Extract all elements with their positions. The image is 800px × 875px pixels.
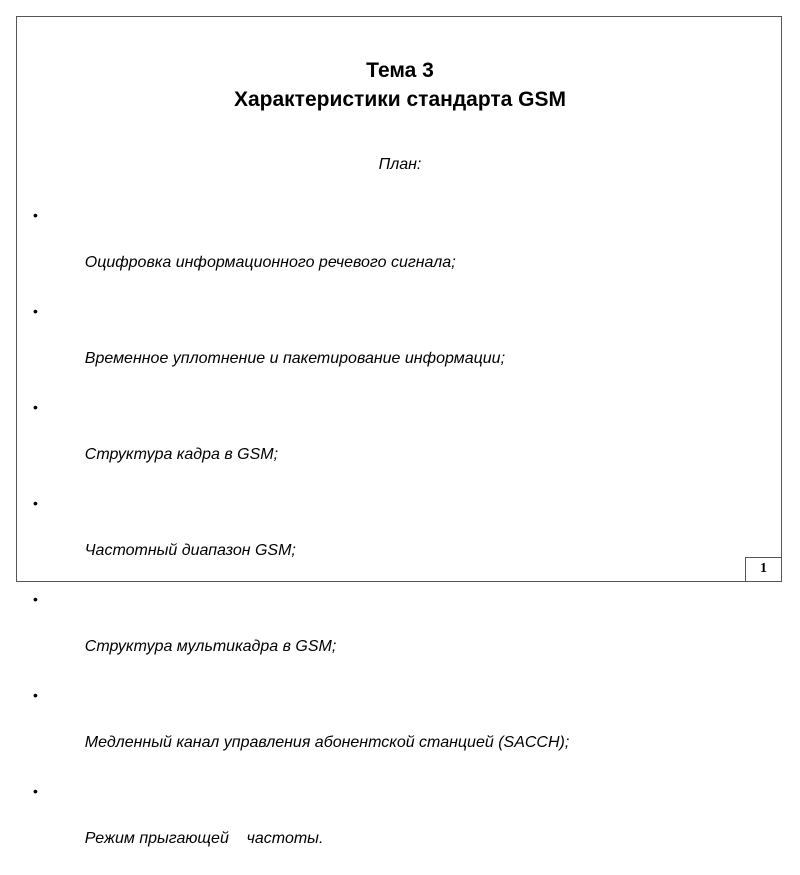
- bullet-icon: •: [33, 591, 38, 607]
- bullet-icon: •: [33, 399, 38, 415]
- title-line-topic: Тема 3: [366, 59, 434, 82]
- plan-item: [33, 779, 569, 875]
- bullet-icon: •: [33, 495, 38, 511]
- plan-item: [33, 491, 569, 587]
- bullet-icon: •: [33, 687, 38, 703]
- plan-item-text: Оцифровка информационного речевого сигнала;: [84, 254, 456, 271]
- title-line-subject: Характеристики стандарта GSM: [233, 88, 567, 111]
- plan-item-text: Частотный диапазон GSM;: [84, 542, 296, 559]
- bullet-icon: •: [33, 303, 38, 319]
- plan-item: [33, 395, 569, 491]
- plan-item: [33, 203, 569, 299]
- plan-label: План:: [378, 156, 422, 173]
- plan-item: [33, 683, 569, 779]
- plan-item-text: Временное уплотнение и пакетирование информации;: [84, 350, 506, 367]
- slide-title: [0, 56, 800, 114]
- plan-item: [33, 299, 569, 395]
- plan-list: [33, 203, 569, 875]
- plan-item-text: Режим прыгающей частоты.: [84, 830, 324, 847]
- plan-item: [33, 587, 569, 683]
- bullet-icon: •: [33, 207, 38, 223]
- plan-item-text: Структура мультикадра в GSM;: [84, 638, 337, 655]
- plan-item-text: Структура кадра в GSM;: [84, 446, 279, 463]
- bullet-icon: •: [33, 783, 38, 799]
- plan-item-text: Медленный канал управления абонентской станцией (SACCH);: [84, 734, 570, 751]
- page-number: 1: [745, 557, 782, 582]
